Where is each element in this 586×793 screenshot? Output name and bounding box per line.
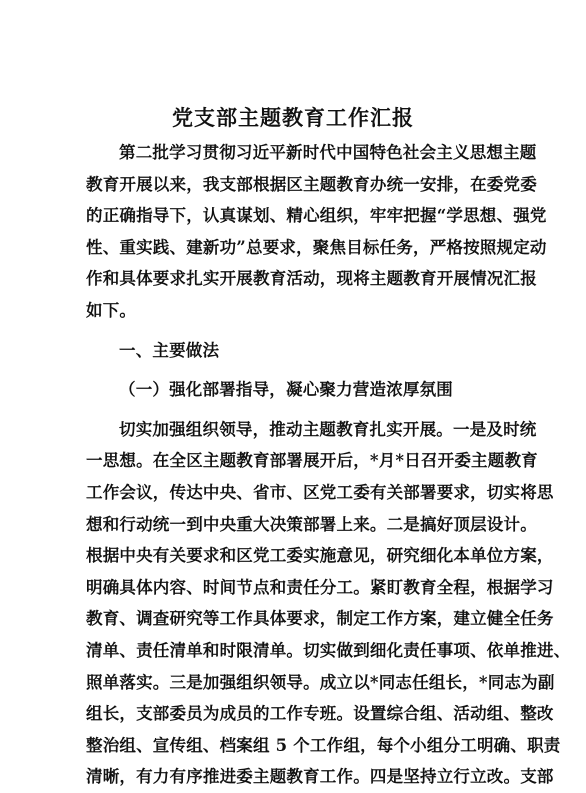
subsection-heading: （一）强化部署指导，凝心聚力营造浓厚氛围 — [119, 380, 453, 400]
text-line: 组长，支部委员为成员的工作专班。设置综合组、活动组、整改 — [86, 704, 554, 724]
text-line: 作和具体要求扎实开展教育活动，现将主题教育开展情况汇报 — [86, 269, 537, 289]
document-body — [86, 137, 571, 793]
text-line: 明确具体内容、时间节点和责任分工。紧盯教育全程，根据学习 — [86, 577, 554, 597]
text-line: 如下。 — [86, 300, 137, 320]
text-line: 想和行动统一到中央重大决策部署上来。二是搞好顶层设计。 — [86, 514, 537, 534]
document-title: 党支部主题教育工作汇报 — [172, 105, 414, 130]
paragraph-intro — [86, 137, 547, 327]
text-line: 清单、责任清单和时限清单。切实做到细化责任事项、依单推进、 — [86, 640, 571, 660]
text-line: 整治组、宣传组、档案组 5 个工作组，每个小组分工明确、职责 — [86, 735, 561, 755]
spacer — [86, 327, 508, 335]
spacer — [86, 366, 508, 374]
text-line: 第二批学习贯彻习近平新时代中国特色社会主义思想主题 — [119, 143, 537, 162]
text-line: 工作会议，传达中央、省市、区党工委有关部署要求，切实将思 — [86, 482, 554, 502]
text-line: 性、重实践、建新功”总要求，聚焦目标任务，严格按照规定动 — [86, 237, 547, 257]
spacer — [86, 406, 508, 414]
text-line: 教育开展以来，我支部根据区主题教育办统一安排，在委党委 — [86, 174, 537, 194]
text-line: 切实加强组织领导，推动主题教育扎实开展。一是及时统 — [119, 419, 537, 439]
text-line: 的正确指导下，认真谋划、精心组织，牢牢把握“学思想、强党 — [86, 206, 547, 226]
section-heading: 一、主要做法 — [119, 340, 220, 360]
text-line: 照单落实。三是加强组织领导。成立以*同志任组长，*同志为副 — [86, 672, 555, 692]
text-line: 一思想。在全区主题教育部署展开后，*月*日召开委主题教育 — [86, 451, 538, 471]
text-line: 根据中央有关要求和区党工委实施意见，研究细化本单位方案， — [86, 546, 554, 566]
text-line: 教育、调查研究等工作具体要求，制定工作方案，建立健全任务 — [86, 609, 554, 629]
paragraph-measures — [86, 414, 571, 793]
text-line: 清晰，有力有序推进委主题教育工作。四是坚持立行立改。支部 — [86, 767, 554, 787]
